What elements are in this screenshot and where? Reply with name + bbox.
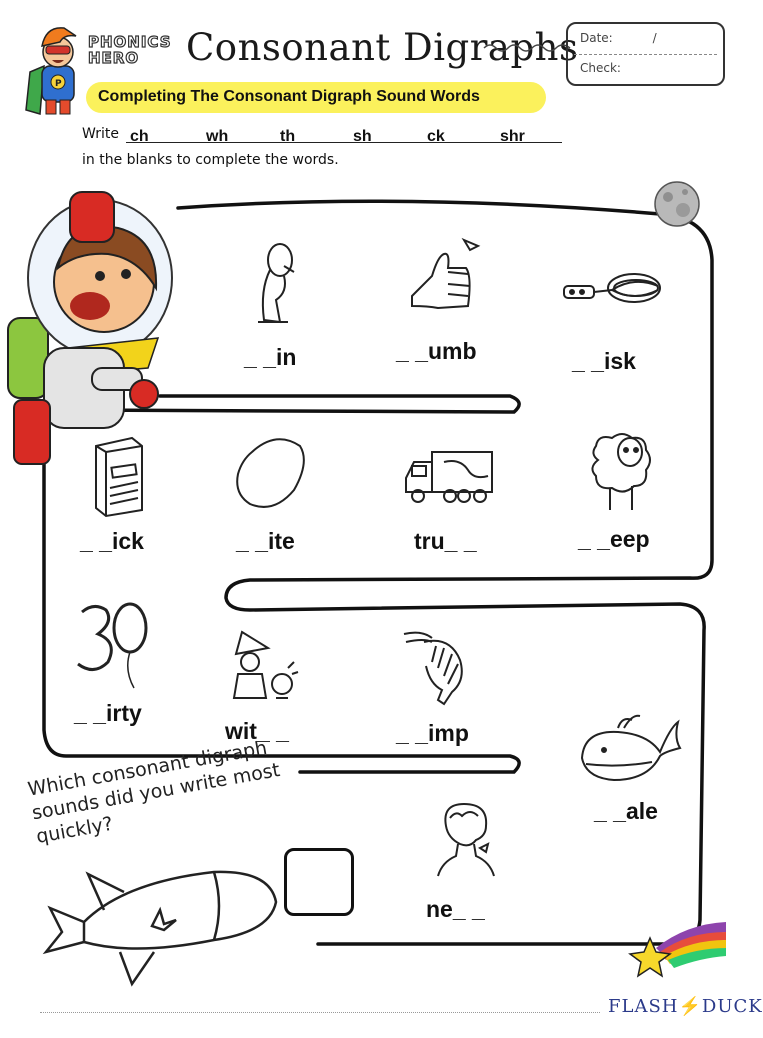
- instruction-text: in the blanks to complete the words.: [82, 152, 339, 168]
- witch-icon: [228, 628, 302, 708]
- word-neck: ne_ _: [426, 896, 485, 922]
- book-icon: [88, 434, 148, 518]
- neck-icon: [436, 800, 496, 880]
- check-label: Check:: [580, 61, 621, 75]
- thirty-balloon-icon: [74, 600, 154, 692]
- footer-brand-part1: FLASH: [608, 996, 679, 1017]
- footer-brand-part2: DUCK: [701, 996, 763, 1017]
- chin-icon: [244, 240, 304, 328]
- shrimp-icon: [402, 628, 472, 710]
- digraph-th: th: [280, 128, 296, 145]
- astronaut-kid-icon: [8, 188, 178, 470]
- svg-text:P: P: [55, 79, 62, 89]
- sheep-icon: [586, 430, 656, 516]
- word-thumb: _ _umb: [396, 338, 477, 364]
- word-thirty: _ _irty: [74, 700, 142, 726]
- moon-icon: [652, 180, 702, 228]
- word-whisk: _ _isk: [572, 348, 636, 374]
- word-shrimp: _ _imp: [396, 720, 469, 746]
- answer-box[interactable]: [284, 848, 354, 916]
- word-chin: _ _in: [244, 344, 297, 370]
- digraph-wh: wh: [206, 128, 229, 145]
- write-label: Write: [82, 126, 119, 142]
- digraph-ck: ck: [427, 128, 445, 145]
- word-whale: _ _ale: [594, 798, 658, 824]
- word-sheep: _ _eep: [578, 526, 650, 552]
- brand-line-2: HERO: [88, 49, 140, 67]
- digraph-shr: shr: [500, 128, 525, 145]
- subtitle: Completing The Consonant Digraph Sound Words: [98, 88, 480, 105]
- word-witch: wit_ _: [225, 718, 289, 744]
- word-white: _ _ite: [236, 528, 295, 554]
- date-separator: /: [652, 31, 657, 45]
- truck-icon: [404, 448, 496, 506]
- digraph-ch: ch: [130, 128, 149, 145]
- whisk-icon: [560, 266, 664, 310]
- footer-divider: [40, 1012, 600, 1013]
- word-truck: tru_ _: [414, 528, 477, 554]
- reflection-question: Which consonant digraph sounds did you write most quickly?: [26, 736, 282, 848]
- date-label: Date:: [580, 31, 613, 45]
- whale-icon: [578, 712, 682, 784]
- egg-white-icon: [232, 432, 312, 514]
- thumb-icon: [408, 236, 488, 316]
- brand-line-1: PHONICS: [88, 33, 172, 51]
- rocket-icon: [44, 862, 280, 990]
- page-title: Consonant Digraphs: [186, 26, 579, 69]
- footer-logo: [608, 996, 763, 1017]
- digraph-sh: sh: [353, 128, 372, 145]
- bolt-icon: ⚡: [678, 996, 702, 1017]
- shooting-star-icon: [626, 918, 730, 980]
- word-thick: _ _ick: [80, 528, 144, 554]
